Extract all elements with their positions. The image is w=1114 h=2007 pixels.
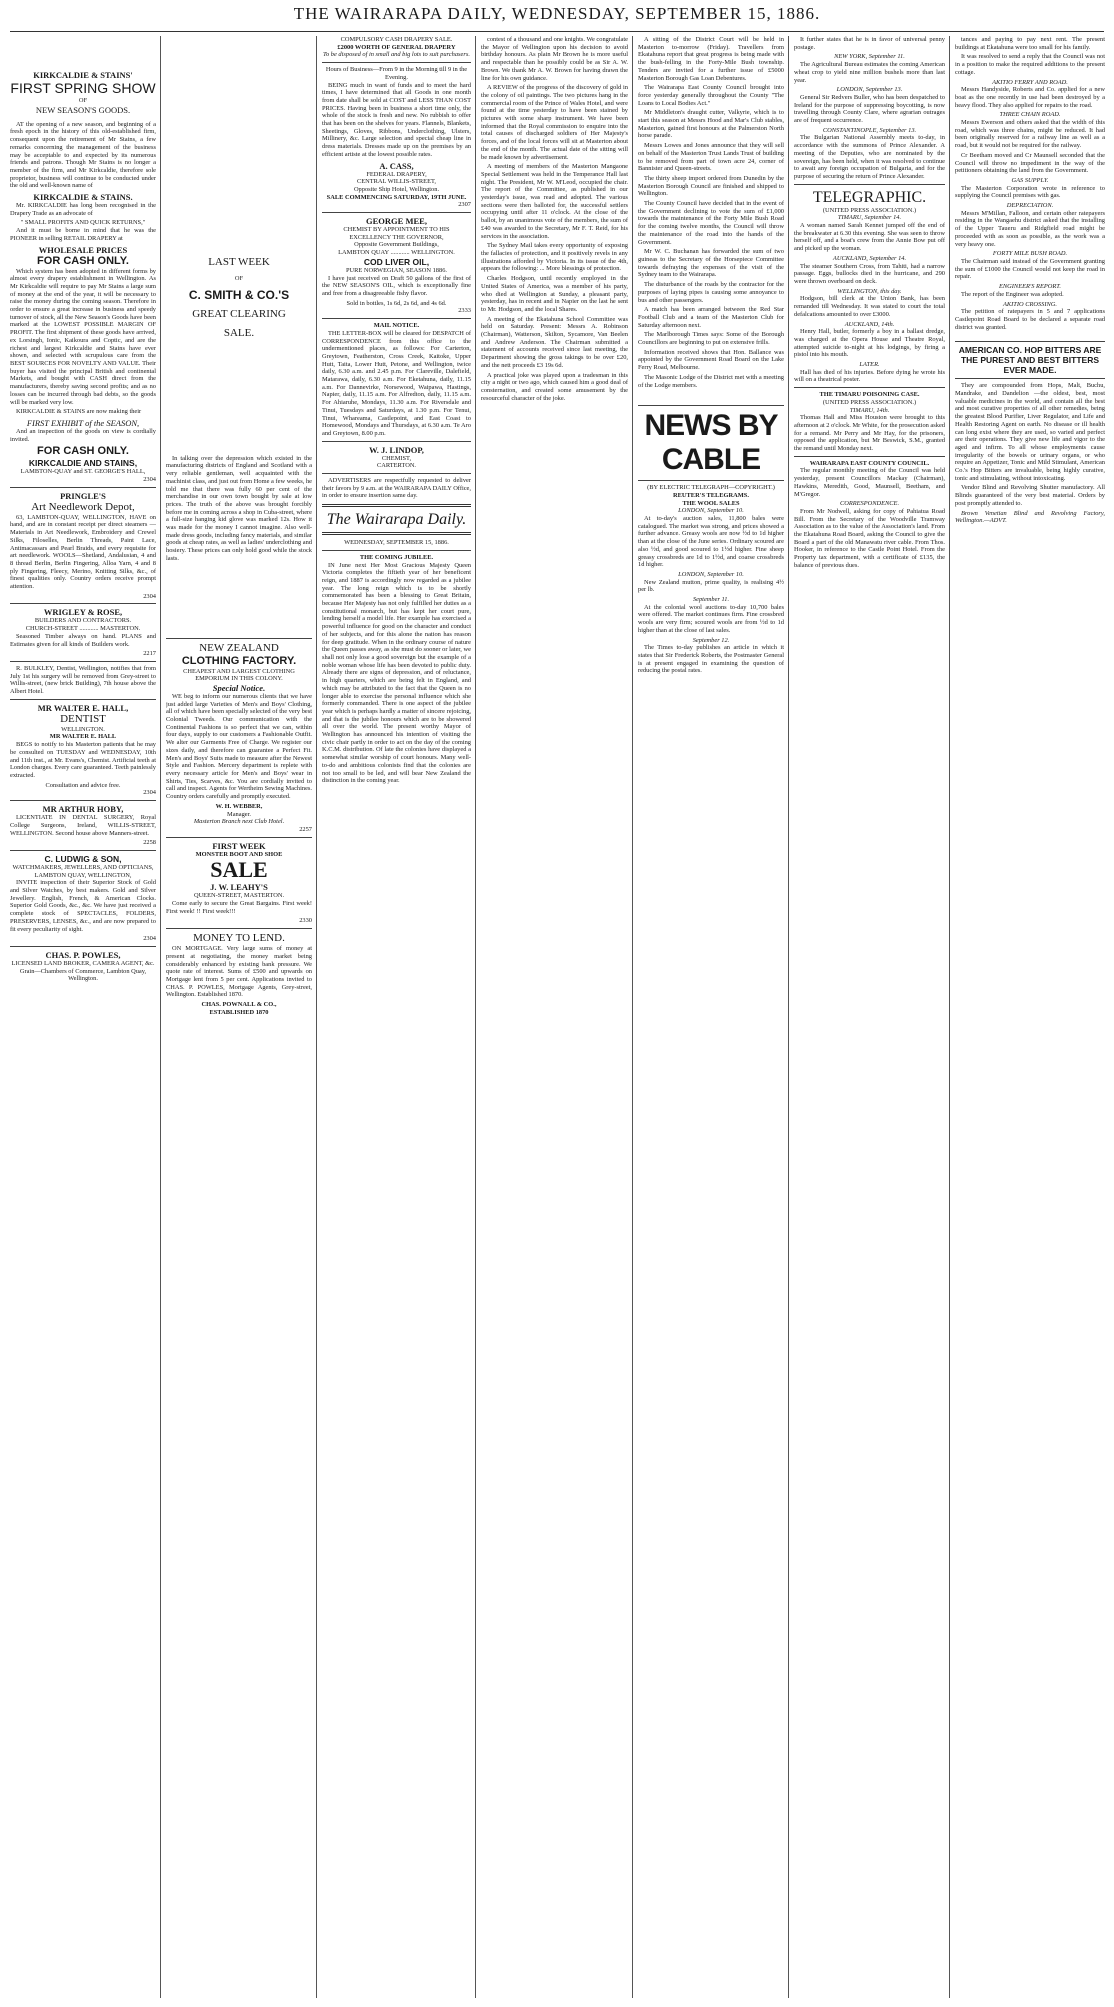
hall-body: BEGS to notify to his Masterton patients that he may be consulted on TUESDAY and WEDNESDAY, 10th and 11th inst., at Mr. Evans's, Chemist. Artificial teeth at London charges. Every care guaranteed. Teeth painlessly extracted. [10, 741, 156, 779]
dateline: CONSTANTINOPLE, September 13. [822, 126, 917, 134]
bulkley-body: R. BULKLEY, Dentist, Wellington, notifies that from July 1st his surgery will be removed from Grey-street to Willis-street, (new brick Building), 7th house above the Albert Hotel. [10, 664, 156, 696]
wool-body4: The Times to-day publishes an article in which it states that Sir Frederick Roberts, the Postmaster General is at present engaged in examining the question of reducing the postal rates. [638, 644, 784, 675]
article-paragraph: Charles Hodgson, until recently employed in the United States of America, was a member of his party, who died at Wellington at Sunday, a pleasant party, yesterday, has in recent and in Napier on the last he sent to Mr. Hodgson, and the local Shares. [481, 275, 628, 313]
wool-date3: September 11. [692, 596, 730, 604]
section-heading: DEPRECIATION. [1006, 202, 1054, 210]
article-paragraph: Mr W. C. Buchanan has forwarded the sum of two guineas to the Secretary of the Horsepiece Committee towards defraying the expenses of the visit of the Sydney team to the Wairarapa. [638, 248, 784, 279]
nz-branch: Masterton Branch next Club Hotel. [193, 818, 285, 826]
article-paragraph: The Chairman said instead of the Government granting the sum of £1000 the Council would not keep the road in repair. [955, 257, 1105, 281]
kirk-show: FIRST SPRING SHOW [10, 80, 156, 96]
article-paragraph: It further states that he is in favor of universal penny postage. [794, 36, 945, 51]
wrigley-sub: BUILDERS AND CONTRACTORS. [34, 617, 132, 625]
column-rule [316, 36, 317, 1998]
kirk-body3: And it must be borne in mind that he was the PIONEER in selling RETAIL DRAPERY at [10, 227, 156, 242]
clearing-of: OF [234, 275, 244, 282]
cass-addr: CENTRAL WILLIS-STREET, [356, 178, 437, 186]
column-1 [10, 36, 156, 1996]
lindop-town: CARTERTON. [376, 462, 417, 470]
hall-name: MR WALTER E. HALL [49, 733, 117, 741]
gee-chemist: CHEMIST BY APPOINTMENT TO HIS EXCELLENCY THE GOVERNOR, [343, 226, 450, 241]
article-paragraph: Messrs M'Millan, Falloon, and certain other ratepayers residing in the Wangaehu district asked that the installing of the Upper Taueru and Ridgfield road might be proceeded with as soon as possible, as the work was a very heavy one. [955, 209, 1105, 248]
article-paragraph: tances and paying to pay next rent. The present buildings at Ekatahuna were too small for his family. [955, 36, 1105, 51]
wool-title: THE WOOL SALES [682, 499, 740, 507]
article-paragraph: The thirty sheep import ordered from Dunedin by the Masterton Borough Council are finished and shipped to Wellington. [638, 174, 784, 198]
ludwig-sub: WATCHMAKERS, JEWELLERS, AND OPTICIANS, [12, 863, 154, 871]
cass-body: BEING much in want of funds and to meet the hard times, I have determined that all Goods in one month from date shall be sold at COST and LESS THAN COST PRICES. Having been in business a short time only, the whole of the stock is fresh and new. No rubbish to offer that has been on the shelves for years. Flannels, Blankets, Sheetings, Gloves, Ribbons, Underclothing, Ulsters, Millinery, &c. Large selection and special cheap line in dress materials. Dresses made up on the premises by an efficient artiste at the lowest possible rates. [322, 81, 471, 158]
article-paragraph: Messrs Ewerson and others asked that the width of this road, which was three chains, might be reduced. It had been originally reserved for a railway line as well as a road, but it would not be required for the railway. [955, 119, 1105, 150]
article-paragraph: The petition of ratepayers in 5 and 7 applications Castlepoint Road Board to be declared a separate road district was granted. [955, 308, 1105, 331]
powles-sub: LICENSED LAND BROKER, CAMERA AGENT, &c. [11, 959, 155, 967]
kirk-exhibit: FIRST EXHIBIT of the SEASON, [26, 417, 140, 428]
leahy-addr: QUEEN-STREET, MASTERTON. [193, 892, 285, 900]
section-heading: ENGINEER'S REPORT. [999, 283, 1061, 291]
cass-hours: Hours of Business—From 9 in the Morning till 9 in the Evening. [325, 66, 468, 81]
ad-number: 2330 [299, 917, 312, 925]
pringle-body: 63, LAMBTON-QUAY, WELLINGTON, HAVE on hand, and are in constant receipt per direct steamers — Materials in Art Needlework, Embroidery and Crewel Silks, Filoselles, Berlin Threads, Paint Lace, Antimacassars and Pearl Braids, and every requisite for art needlework. WOOLS—Shetland, Andalusian, 4 and 8 thread Berlin, Berlin Fingering, Alloa Yarn, 4 and 8 ply Fingering, Fleecy, Merino, Knitting Silks, &c., of finest qualities only. Country orders receive prompt attention. [10, 513, 156, 591]
ad-number: 2333 [458, 307, 471, 315]
kirk-name: KIRKCALDIE & STAINS. [33, 192, 133, 203]
cass-worth: £2000 WORTH OF GENERAL DRAPERY [337, 43, 456, 51]
article-paragraph: The Wairarapa East County Council brought into force yesterday generally throughout the County "The Loans to Local Bodies Act." [638, 84, 784, 107]
hoby-title: MR ARTHUR HOBY, [42, 804, 124, 815]
clearing-great: GREAT CLEARING [192, 307, 286, 320]
nz-body: WE beg to inform our numerous clients that we have just added large Varieties of Men's and Boys' Clothing, all of which have been specially selected of the very best Colonial Tweeds. Our communication with the Continental Fashions is so perfect that we can, within four days, supply to our customers a Fashionable Outfit. We alter our Garments Free of Charge. We register our sizes daily, and therefore can guarantee a Perfect Fit. Men's and Boys' Suits made to measure after the Newest Style and Fashion. Mercery department is replete with every necessary article for Men's and Boys' wear in Shirts, Ties, Scarves, &c. You are cordially invited to call and inspect. Agents for Wertheim Sewing Machines. Country orders carefully and promptly executed. [166, 692, 312, 801]
article-paragraph: contest of a thousand and one knights. We congratulate the Mayor of Wellington upon his decision to avoid birthday honours. As plain Mr Brown he is more useful and respectable than he possibly could be as Sir A. W. Brown. We thank Mr A. W. Brown for having drawn the line for his own guidance. [481, 36, 628, 82]
article-paragraph: The Bulgarian National Assembly meets to-day, in accordance with the summons of Prince Alexander. A meeting of the Deputies, who are nominated by the sovereign, has been held, when it was resolved to continue to await any foreign occupation of Bulgaria, and for the purpose of securing the return of Prince Alexander. [794, 134, 945, 180]
hall-consult: Consultation and advice free. [45, 781, 121, 789]
column-rule [160, 36, 161, 1998]
section-heading: AKITIO FERRY AND ROAD. [992, 78, 1068, 86]
hall-title: MR WALTER E. HALL, [37, 702, 129, 713]
cass-sub2: FEDERAL DRAPERY, [366, 170, 427, 178]
column-7 [955, 36, 1105, 1996]
article-paragraph: The Marlborough Times says: Some of the Borough Councillors are beginning to put on extensive frills. [638, 331, 784, 347]
hop-title: AMERICAN CO. HOP BITTERS ARE THE PUREST AND BEST BITTERS EVER MADE. [958, 345, 1102, 376]
article-paragraph: Thomas Hall and Miss Houston were brought to this afternoon at 2 o'clock. Mr White, for the prosecution asked for a remand. Mr Perry and Mr Hay, for the prisoners, opposed the application, but Mr Beswick, S.M., granted the remand until Monday next. [794, 414, 945, 453]
pringle-name: Art Needlework Depot, [31, 500, 135, 513]
section-heading: CORRESPONDENCE. [839, 500, 900, 508]
ludwig-title: C. LUDWIG & SON, [44, 853, 122, 864]
hop-sign: Vendor Blind and Revolving Shutter manufactory. All Blinds guaranteed of the very best material. Orders by post promptly attended to. [955, 484, 1105, 507]
column-4 [481, 36, 628, 1996]
lindop-name: W. J. LINDOP, [369, 444, 424, 455]
nz-manager: Manager. [227, 810, 251, 818]
lindop-chem: CHEMIST, [381, 454, 412, 462]
article-paragraph: It was resolved to send a reply that the Council was not in a position to make the required additions to the present cottage. [955, 53, 1105, 76]
ad-number: 2217 [143, 650, 156, 658]
kirk-addr: LAMBTON-QUAY and ST. GEORGE'S HALL, [20, 468, 146, 476]
paper-name: The Wairarapa Daily. [326, 511, 467, 529]
kirk-quote: " SMALL PROFITS AND QUICK RETURNS," [20, 219, 146, 227]
hall-town: WELLINGTON. [61, 725, 105, 733]
wrigley-body: Seasoned Timber always on hand. PLANS and Estimates given for all kinds of Builders work. [10, 632, 156, 648]
powles-title: CHAS. P. POWLES, [45, 949, 121, 960]
article-paragraph: The Masterton Corporation wrote in reference to supplying the Council premises with gas. [955, 184, 1105, 200]
section-heading: GAS SUPPLY. [1011, 176, 1049, 184]
hoby-body: LICENTIATE IN DENTAL SURGERY, Royal College Surgeons, Ireland, WILLIS-STREET, WELLINGTON. Second house above Manners-street. [10, 814, 156, 837]
nz-special: Special Notice. [212, 682, 266, 693]
leahy-firstweek: FIRST WEEK [212, 840, 266, 851]
kirk-cash2: FOR CASH ONLY. [37, 445, 129, 458]
dateline: TIMARU, September 14. [837, 214, 902, 222]
dateline: WELLINGTON, this day. [837, 287, 902, 295]
money-est: ESTABLISHED 1870 [209, 1008, 269, 1016]
article-paragraph: The regular monthly meeting of the Council was held yesterday, present Councillors Mackay (Chairman), Hawkins, Meredith, Good, Maunsell, Beetham, and M'Gregor. [794, 467, 945, 498]
leahy-body: Come early to secure the Great Bargains. First week! First week! !! First week!!! [166, 900, 312, 915]
dateline: LONDON, September 13. [836, 86, 903, 94]
article-paragraph: A woman named Sarah Kennet jumped off the end of the breakwater at 6.30 this evening. She was seen to throw herself off, and a boat's crew from the Annie Bow put off and picked up the woman. [794, 222, 945, 253]
clearing-smith: C. SMITH & CO.'S [188, 287, 290, 302]
cass-sub: To be disposed of in small and big lots to suit purchasers. [323, 51, 470, 59]
cable-sub: (BY ELECTRIC TELEGRAPH—COPYRIGHT.) [647, 484, 775, 492]
wrigley-addr: CHURCH-STREET ............ MASTERTON. [25, 625, 141, 633]
column-5 [638, 36, 784, 1996]
mail-body: THE LETTER-BOX will be cleared for DESPATCH of CORRESPONDENCE from this office to the undermentioned places, as follows: For Carterton, Greytown, Featherston, Cross Creek, Kaitoke, Upper Hutt, Taita, Lower Hutt, Petone, and Wellington, twice daily, 6.30 a.m. and 2.45 p.m. For Clareville, Dalefield, Matarawa, daily, 6.30 a.m. For Eketahuna, daily, 11.15 a.m. For Dannevirke, Norsewood, Waipawa, Hastings, Napier, daily, 11.15 a.m. For Alfredton, daily, 11.15 a.m. For Ahiaruhe, Mondays, 11.30 a.m. For Riversdale and Tinui, Tuesdays and Saturdays, at 1.30 p.m. For Tenui, Tinui, Whareama, Castlepoint, and East Coast to Homewood, Mondays and Thursdays, at 6.30 a.m. Te Aro and Greytown, 8.00 p.m. [322, 329, 471, 437]
hall-dentist: DENTIST [60, 712, 106, 725]
leahy-sale: SALE [210, 857, 268, 883]
kirk-of: OF [78, 97, 88, 104]
article-paragraph: Hodgson, bill clerk at the Union Bank, has been remanded till Wednesday. It was stated to court the total defalcations amounted to over £3000. [794, 295, 945, 318]
article-paragraph: Information received shows that Hon. Ballance was appointed by the Government Road Board on the Lake Ferry Road, Melbourne. [638, 348, 784, 372]
ludwig-body: INVITE inspection of their Superior Stock of Gold and Silver Watches, by best makers. Gold and Silver Jewellery. English, French, & American Clocks. Superior Gold Goods, &c., &c. We have just received a complete stock of SPECTACLES, FOLDERS, PRESERVERS, LENSES, &c., and are now prepared to fit every peculiarity of sight. [10, 879, 156, 933]
nz-sign: W. H. WEBBER, [215, 802, 263, 810]
article-paragraph: A sitting of the District Court will be held in Masterton to-morrow (Friday). Travellers from Ekatahuna report that great progress is being made with the bush-felling in the Forty-Mile Bush township. Tenders are invited for a further issue of £5000 Masterton Borough Gas Loan Debentures. [638, 36, 784, 82]
kirk-body4: Which system has been adopted in different forms by almost every drapery establishment in Wellington. As Mr Kirkcaldie will require to pay Mr Stains a large sum of money at the end of the year, it will be necessary to raise the money during the coming season. Therefore in order to ensure a great increase in business and speedy turnover of stock, all the New Season's Goods have been marked at the LOWEST POSSIBLE MARGIN OF PROFIT. The first shipment of these goods have arrived, ex Lorsingh, Ionic, Kaikoura and Coptic, and are the richest and largest Kirkcaldie and Stains have ever shown, and selected with scrupulous care from the BEST SOURCES FOR NOVELTY AND VALUE. Their buyer has visited the principal British and continental Markets, and bought with CASH direct from the manufacturers, thereby saving second profits; and as no losses can be incurred through bad debts, so the goods will be marked very low. [10, 267, 156, 406]
gee-prices: Sold in bottles, 1s 6d, 2s 6d, and 4s 6d. [346, 299, 447, 307]
column-rule [788, 36, 789, 1998]
ad-number: 2307 [458, 201, 471, 209]
article-paragraph: The Masonic Lodge of the District met with a meeting of the Lodge members. [638, 373, 784, 389]
article-paragraph: The Sydney Mail takes every opportunity of exposing the fallacies of protection, and it positively revels in any illustrations afforded by Victoria. In its issue of the 4th, appears the following: ... More blessings of protection. [481, 242, 628, 273]
money-title: MONEY TO LEND. [193, 932, 285, 945]
wool-body3: At the colonial wool auctions to-day 10,700 bales were offered. The market continues firm. Fine crossbred wools are very firm; scoured wools are from ½d to 1d higher than at the close of last sales. [638, 603, 784, 634]
article-paragraph: A match has been arranged between the Red Star Football Club and a team of the Masterton Club for Saturday afternoon next. [638, 306, 784, 329]
hop-body: They are compounded from Hops, Malt, Buchu, Mandrake, and Dandelion —the oldest, best, most valuable medicines in the world, and contain all the best and most curative properties of all other remedies, being the greatest Blood Purifier, Liver Regulator, and Life and Health Restoring Agent on earth. No disease or ill health can long exist where they are used, so varied and perfect are their operations. They give new life and vigor to the aged and infirm. To all whose employments cause irregularity of the bowels or urinary organs, or who require an Appetizer, Tonic and Mild Stimulant, American Co.'s Hop Bitters are invaluable, being highly curative, tonic and stimulating, without intoxicating. [955, 382, 1105, 482]
lindop-body: ADVERTISERS are respectfully requested to deliver their favors by 9 a.m. at the WAIRARAPA DAILY Office, in order to ensure insertion same day. [322, 477, 471, 500]
article-paragraph: The disturbance of the roads by the contractor for the purposes of laying pipes is causing some annoyance to bus and other passengers. [638, 281, 784, 304]
ad-number: 2304 [143, 476, 156, 484]
dateline: TIMARU, 14th. [849, 406, 890, 414]
article-paragraph: From Mr Nodwell, asking for copy of Pahiatua Road Bill. From the Secretary of the Woodville Tramway Association as to the value of the Association's land. From the Ekatahuna Road Board, asking the Council to give the Board a part of the old Manawatu river cable. From Thos. Hooker, in reference to the Castle Point Hotel. From the Property tax department, with a certificate of £135, the balance of previous dues. [794, 507, 945, 569]
column-rule [475, 36, 476, 1998]
telegraphic-title: TELEGRAPHIC. [812, 188, 927, 206]
leahy-name: J. W. LEAHY'S [210, 882, 268, 893]
wool-date4: September 12. [692, 636, 730, 644]
kirk-name2: KIRKCALDIE AND STAINS, [28, 458, 138, 469]
wool-date2: LONDON, September 10. [678, 570, 744, 578]
gee-opp: Opposite Government Buildings, [354, 241, 439, 249]
masthead: THE WAIRARAPA DAILY, WEDNESDAY, SEPTEMBER 15, 1886. [293, 4, 821, 23]
wrigley-title: WRIGLEY & ROSE, [43, 607, 123, 618]
cass-name: A. CASS, [379, 160, 414, 171]
article-paragraph: Cr Beetham moved and Cr Maunsell seconded that the Council will throw no impediment in the way of the petitioners obtaining the land from the Government. [955, 151, 1105, 175]
section-heading: FORTY MILE BUSH ROAD. [992, 250, 1068, 258]
dateline: AUCKLAND, 14th. [844, 320, 895, 328]
cass-sale: SALE COMMENCING SATURDAY, 19TH JUNE. [326, 193, 467, 201]
gee-name: GEORGE MEE, [366, 216, 427, 227]
wool-body2: New Zealand mutton, prime quality, is realising 4½ per lb. [638, 578, 784, 594]
article-paragraph: The steamer Southern Cross, from Tahiti, had a narrow passage. Eggs, bullocks died in the hurricane, and 290 were thrown overboard on deck. [794, 262, 945, 285]
timaru-case-title: THE TIMARU POISONING CASE. [819, 391, 920, 399]
column-2 [166, 36, 312, 1996]
leahy-bootshop: MONSTER BOOT AND SHOE [195, 850, 283, 858]
ad-number: 2304 [143, 592, 156, 600]
masthead-rule [10, 31, 1104, 32]
ad-number: 2304 [143, 789, 156, 797]
cass-addr2: Opposite Ship Hotel, Wellington. [353, 185, 440, 193]
kirk-cash: FOR CASH ONLY. [37, 254, 129, 267]
kirk-wholesale: WHOLESALE PRICES [38, 244, 128, 255]
article-paragraph: The report of the Engineer was adopted. [961, 290, 1064, 298]
ludwig-addr: LAMBTON QUAY, WELLINGTON, [34, 871, 132, 879]
wool-date: LONDON, September 10. [678, 507, 744, 515]
gee-pure: PURE NORWEGIAN, SEASON 1886. [345, 266, 447, 274]
dateline: AUCKLAND, September 14. [832, 254, 907, 262]
telegraphic-sub: (UNITED PRESS ASSOCIATION.) [822, 206, 917, 214]
money-body: ON MORTGAGE. Very large sums of money at present at negotiating, the money market being considerably enhanced by existing bank pressure. We quote rate of interest. Sums of £500 and upwards on Mortgage lent from 5 per cent. Applications invited to CHAS. P. POWLES, Mortgage Agents, Grey-street, Wellington. Established 1870. [166, 945, 312, 999]
money-sign: CHAS. POWNALL & CO., [201, 1001, 277, 1009]
mail-title: MAIL NOTICE. [373, 322, 420, 330]
gee-loc: LAMBTON QUAY ............ WELLINGTON. [338, 249, 455, 257]
section-heading: THREE CHAIN ROAD. [999, 111, 1061, 119]
clearing-sale: SALE. [223, 326, 255, 339]
column-rule [632, 36, 633, 1998]
kirk-body5: KIRKCALDIE & STAINS are now making their [16, 408, 142, 416]
jubilee-title: THE COMING JUBILEE. [359, 553, 434, 561]
council-title: WAIRARAPA EAST COUNTY COUNCIL. [809, 459, 930, 467]
column-rule [949, 36, 950, 1998]
section-heading: AKITIO CROSSING. [1003, 300, 1057, 308]
article-paragraph: A meeting of the Ekatahuna School Committee was held on Saturday. Present: Messrs A. Robinson (Chairman), Watterson, Skilton, Sycamore, Van Beelen and Andrew Anderson. The Chairman submitted a statement of accounts received since last meeting, the Department showing the gross takings to be over £20, and the nett proceeds £3 19s 6d. [481, 315, 628, 369]
article-paragraph: The County Council have decided that in the event of the Government declining to vote the sum of £1,000 towards the maintenance of the Forty Mile Bush Road for the coming twelve months, the Council will throw the maintenance of the road into the hands of the Government. [638, 200, 784, 246]
nz-cheapest: CHEAPEST AND LARGEST CLOTHING EMPORIUM IN THIS COLONY. [183, 667, 295, 683]
wool-body: At to-day's auction sales, 11,800 bales were catalogued. The market was strong, and prices showed a further advance. Greasy wools are now ½d to 1d higher than at the close of the June series. Ordinary scoured are also ½d, and good scoured to 1½d higher. Fine sheep greasy crossbreds are 1d to 1½d, and coarse crossbreds 1d higher. [638, 515, 784, 569]
nz-factory: CLOTHING FACTORY. [181, 654, 297, 667]
kirk-goods: NEW SEASON'S GOODS. [35, 104, 131, 115]
cable-title: NEWS BY CABLE [644, 409, 778, 477]
article-paragraph: A meeting of members of the Masterton Mangaone Special Settlement was held in the Temperance Hall last night. The President, Mr W. M'Leod, occupied the chair. The report of the Committee, as published in our yesterday's issue, was read and adopted. The various sections were then balloted for, the successful settlers occupying until after 11 o'clock. At the close of the ballot, by an unanimous vote of the members, the sum of £40 was awarded to the Secretary, Mr F. T. Reid, for his services in the association. [481, 163, 628, 240]
paper-date: WEDNESDAY, SEPTEMBER 15, 1886. [344, 539, 449, 547]
ad-number: 2257 [299, 825, 312, 833]
article-paragraph: A practical joke was played upon a tradesman in this city a night or two ago, which caused him a good deal of consternation, and created some amusement by the resourceful character of the joke. [481, 371, 628, 402]
kirk-body: AT the opening of a new season, and beginning of a fresh epoch in the history of this old-established firm, consequent upon the retirement of Mr Stains, a few remarks concerning the management of the business may be acceptable to and expected by its numerous friends and patrons. Though Mr Stains is no longer a member of the firm, and Mr Kirkcaldie, therefore sole proprietor, business will continue to be conducted under the old and well-known name of [10, 120, 156, 190]
nz-title: NEW ZEALAND [199, 641, 279, 654]
column-6 [794, 36, 945, 1996]
cable-reuters: REUTER'S TELEGRAMS. [673, 491, 749, 499]
jubilee-body: IN June next Her Most Gracious Majesty Queen Victoria completes the fiftieth year of her beneficent reign, and 1887 is accordingly now regarded as a jubilee year. The long reign which is to be shortly commemorated has been a blessing to Great Britain, because Her Majesty has not only fulfilled her duties as a constitutional monarch, but has kept her court pure, lending herself a model life. Her example has exercised a powerful influence for good on the character and conduct of her subjects, and for this alone the nation has reason for deep gratitude. When in the ordinary course of nature the Queen passes away, as she must do sooner or later, we shall not only lose a good sovereign but the example of a noble woman whose life has been devoted to public duty. Already there are signs of depression, and of reluctance, in high quarters, which are being felt in England, and which may be attributed to the fact that the Queen is no longer able to exercise the personal influence which she formerly commanded. There is one aspect of the jubilee year which is perhaps hardly a matter of sincere rejoicing, and that is the jubilee honours which are to be showered all over the world. The present worthy Mayor of Wellington has announced his intention of visiting the civic chair partly in order to act on the day of the coming K.C.M. distribution. Of late the colonies have displayed a somewhat similar worship of court honours. Many well-to-do and ambitious colonists find that the colonies are not too small to be led, and will bear New Zealand the distinction in the coming year. [322, 561, 471, 785]
article-paragraph: The Agricultural Bureau estimates the coming American wheat crop to yield nine million bushels more than last year. [794, 61, 945, 84]
timaru-case-sub: (UNITED PRESS ASSOCIATION.) [822, 398, 917, 406]
article-paragraph: General Sir Redvers Buller, who has been despatched to Ireland for the purpose of suppressing boycotting, is now travelling through County Clare, where agrarian outrages are of frequent occurrence. [794, 93, 945, 125]
article-paragraph: Messrs Handyside, Roberts and Co. applied for a new boat as the one recently in use had been destroyed by a heavy flood. They also applied for repairs to the road. [955, 86, 1105, 109]
clearing-lastweek: LAST WEEK [208, 256, 270, 268]
pringle-title: PRINGLE'S [60, 490, 106, 501]
powles-addr: Grain—Chambers of Commerce, Lambton Quay, Wellington. [19, 967, 147, 983]
ad-number: 2258 [143, 839, 156, 847]
gee-cod: COD LIVER OIL, [363, 256, 430, 267]
hop-addr: Brown Venetian Blind and Revolving Factory, Wellington.—ADVT. [955, 509, 1105, 525]
ad-number: 2304 [143, 935, 156, 943]
article-paragraph: Hall has died of his injuries. Before dying he wrote his will on a theatrical poster. [794, 368, 945, 384]
dateline: LATER. [859, 361, 880, 369]
gee-body: I have just received on Draft 50 gallons of the first of the NEW SEASON'S OIL, which is exceptionally fine and free from a disagreeable fishy flavor. [322, 274, 471, 297]
kirk-body6: And an inspection of the goods on view is cordially invited. [10, 427, 156, 443]
cass-head: COMPULSORY CASH DRAPERY SALE. [340, 36, 453, 43]
column-3 [322, 36, 471, 1996]
kirk-body2: Mr. KIRKCALDIE has long been recognised in the Drapery Trade as an advocate of [10, 202, 156, 217]
article-paragraph: Messrs Lowes and Jones announce that they will sell on behalf of the Masterton Trust Lands Trust of building to be removed from part of town acre 24, corner of Bannister and Queen-streets. [638, 142, 784, 173]
article-paragraph: Mr Middleton's draught cutter, Valkyrie, which is to start this season at Messrs Hood and Mar's Club stables, Masterton, gained first honours at the Palmerston North horse parade. [638, 109, 784, 140]
article-paragraph: A REVIEW of the progress of the discovery of gold in the colony of oil paintings. The two pictures hang in the commercial room of the Prince of Wales Hotel, and were found at the time yesterday to have been stained by pictures with some sharp instrument. We have been informed that the Royal commission to enquire into the total causes of discharged soldiers of Her Majesty's forces, and of the local forces will sit at Masterton about the end of the month. The actual date of the sitting will be made known by advertisement. [481, 84, 628, 161]
kirk-title: KIRKCALDIE & STAINS' [33, 70, 133, 80]
dateline: NEW YORK, September 11. [834, 53, 905, 61]
clearing-body: In talking over the depression which existed in the manufacturing districts of England and Scotland with a very reliable gentleman, well acquainted with the machinist class, and just out from Home a few weeks, he told me that there was fully 60 per cent of the merchandise in our own town bought by sale at low prices. The truth of the above was brought forcibly before me in coming across a shop in Cuba-street, where a full-size hanging kid glove was marked 12s. How it was made for the money I cannot imagine. Also well-made dress goods, including fancy materials, and similar goods at cheap rates, as well as ladies' underclothing and hosiery. These prices can only hold good while the stock lasts. [166, 454, 312, 562]
article-paragraph: Henry Hall, butler, formerly a boy in a ballast dredge, was charged at the Opera House and Theatre Royal, attempted suicide to-night at his lodgings, by firing a pistol into his mouth. [794, 328, 945, 359]
